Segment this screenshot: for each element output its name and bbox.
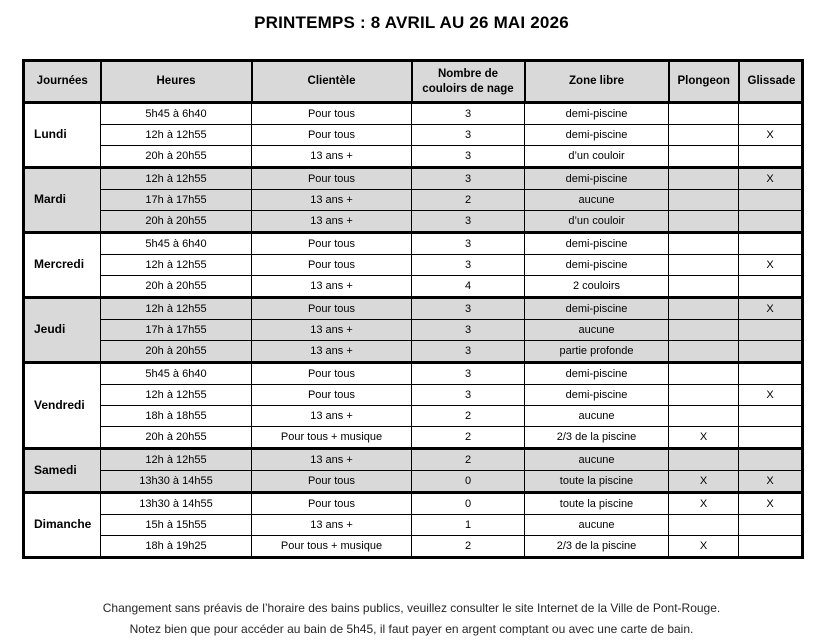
couloirs-cell: 4 [412, 276, 525, 298]
glissade-cell [739, 449, 803, 471]
couloirs-cell: 2 [412, 190, 525, 211]
table-row [24, 276, 803, 298]
plongeon-cell [669, 298, 739, 320]
zone-cell: aucune [525, 320, 669, 341]
plongeon-cell [669, 146, 739, 168]
plongeon-cell [669, 190, 739, 211]
zone-cell: 2 couloirs [525, 276, 669, 298]
heures-cell: 12h à 12h55 [101, 298, 252, 320]
day-cell-mardi: Mardi [24, 168, 101, 233]
plongeon-cell [669, 168, 739, 190]
glissade-cell [739, 515, 803, 536]
clientele-cell: 13 ans + [252, 341, 412, 363]
plongeon-cell [669, 255, 739, 276]
heures-cell: 12h à 12h55 [101, 449, 252, 471]
zone-cell: d’un couloir [525, 211, 669, 233]
heures-cell: 20h à 20h55 [101, 211, 252, 233]
zone-cell: aucune [525, 406, 669, 427]
table-row [24, 146, 803, 168]
zone-cell: demi-piscine [525, 363, 669, 385]
glissade-cell [739, 341, 803, 363]
clientele-cell: Pour tous [252, 103, 412, 125]
heures-cell: 5h45 à 6h40 [101, 363, 252, 385]
heures-cell: 12h à 12h55 [101, 255, 252, 276]
zone-cell: demi-piscine [525, 103, 669, 125]
table-row [24, 190, 803, 211]
plongeon-cell [669, 320, 739, 341]
zone-cell: aucune [525, 190, 669, 211]
zone-cell: toute la piscine [525, 471, 669, 493]
header-glissade: Glissade [739, 61, 803, 103]
clientele-cell: 13 ans + [252, 515, 412, 536]
glissade-cell [739, 406, 803, 427]
header-heures: Heures [101, 61, 252, 103]
zone-cell: d’un couloir [525, 146, 669, 168]
table-row [24, 320, 803, 341]
schedule-table [22, 59, 804, 559]
clientele-cell: 13 ans + [252, 146, 412, 168]
zone-cell: demi-piscine [525, 298, 669, 320]
table-row [24, 515, 803, 536]
plongeon-cell [669, 211, 739, 233]
zone-cell: demi-piscine [525, 125, 669, 146]
plongeon-cell [669, 449, 739, 471]
couloirs-cell: 1 [412, 515, 525, 536]
glissade-cell [739, 190, 803, 211]
plongeon-cell: X [669, 471, 739, 493]
glissade-cell [739, 103, 803, 125]
couloirs-cell: 0 [412, 493, 525, 515]
clientele-cell: 13 ans + [252, 211, 412, 233]
glissade-cell [739, 320, 803, 341]
couloirs-cell: 2 [412, 427, 525, 449]
plongeon-cell [669, 103, 739, 125]
table-row [24, 385, 803, 406]
plongeon-cell [669, 125, 739, 146]
table-row [24, 341, 803, 363]
heures-cell: 18h à 18h55 [101, 406, 252, 427]
table-row [24, 255, 803, 276]
plongeon-cell: X [669, 493, 739, 515]
glissade-cell: X [739, 298, 803, 320]
day-cell-jeudi: Jeudi [24, 298, 101, 363]
table-row [24, 471, 803, 493]
heures-cell: 12h à 12h55 [101, 168, 252, 190]
heures-cell: 18h à 19h25 [101, 536, 252, 558]
table-row [24, 103, 803, 125]
couloirs-cell: 3 [412, 363, 525, 385]
plongeon-cell [669, 276, 739, 298]
clientele-cell: Pour tous + musique [252, 427, 412, 449]
zone-cell: demi-piscine [525, 385, 669, 406]
heures-cell: 17h à 17h55 [101, 320, 252, 341]
clientele-cell: 13 ans + [252, 320, 412, 341]
clientele-cell: Pour tous [252, 471, 412, 493]
table-row [24, 493, 803, 515]
heures-cell: 13h30 à 14h55 [101, 471, 252, 493]
heures-cell: 20h à 20h55 [101, 341, 252, 363]
clientele-cell: Pour tous [252, 298, 412, 320]
couloirs-cell: 2 [412, 536, 525, 558]
glissade-cell [739, 146, 803, 168]
heures-cell: 20h à 20h55 [101, 146, 252, 168]
zone-cell: partie profonde [525, 341, 669, 363]
couloirs-cell: 2 [412, 449, 525, 471]
heures-cell: 12h à 12h55 [101, 125, 252, 146]
day-cell-lundi: Lundi [24, 103, 101, 168]
header-journees: Journées [24, 61, 101, 103]
zone-cell: toute la piscine [525, 493, 669, 515]
glissade-cell [739, 233, 803, 255]
plongeon-cell [669, 341, 739, 363]
clientele-cell: 13 ans + [252, 276, 412, 298]
couloirs-cell: 0 [412, 471, 525, 493]
heures-cell: 15h à 15h55 [101, 515, 252, 536]
clientele-cell: 13 ans + [252, 190, 412, 211]
heures-cell: 5h45 à 6h40 [101, 233, 252, 255]
zone-cell: aucune [525, 449, 669, 471]
zone-cell: demi-piscine [525, 168, 669, 190]
clientele-cell: Pour tous [252, 385, 412, 406]
header-zone-libre: Zone libre [525, 61, 669, 103]
glissade-cell: X [739, 471, 803, 493]
table-row [24, 168, 803, 190]
couloirs-cell: 3 [412, 341, 525, 363]
couloirs-cell: 2 [412, 406, 525, 427]
glissade-cell: X [739, 255, 803, 276]
table-row [24, 449, 803, 471]
clientele-cell: Pour tous [252, 363, 412, 385]
header-clientele: Clientèle [252, 61, 412, 103]
zone-cell: aucune [525, 515, 669, 536]
glissade-cell: X [739, 493, 803, 515]
table-row [24, 536, 803, 558]
table-row [24, 125, 803, 146]
plongeon-cell [669, 233, 739, 255]
glissade-cell: X [739, 125, 803, 146]
table-row [24, 298, 803, 320]
couloirs-cell: 3 [412, 320, 525, 341]
table-row [24, 211, 803, 233]
glissade-cell [739, 427, 803, 449]
heures-cell: 5h45 à 6h40 [101, 103, 252, 125]
header-couloirs: Nombre de couloirs de nage [412, 61, 525, 103]
clientele-cell: Pour tous [252, 125, 412, 146]
clientele-cell: 13 ans + [252, 449, 412, 471]
heures-cell: 17h à 17h55 [101, 190, 252, 211]
table-row [24, 363, 803, 385]
footer-note [0, 598, 823, 640]
clientele-cell: Pour tous [252, 493, 412, 515]
footer-line-1: Changement sans préavis de l’horaire des bains publics, veuillez consulter le site Internet de la Ville de Pont-Rouge. [102, 601, 721, 615]
couloirs-cell: 3 [412, 168, 525, 190]
glissade-cell: X [739, 385, 803, 406]
header-plongeon: Plongeon [669, 61, 739, 103]
couloirs-cell: 3 [412, 298, 525, 320]
plongeon-cell: X [669, 536, 739, 558]
couloirs-cell: 3 [412, 211, 525, 233]
couloirs-cell: 3 [412, 146, 525, 168]
header-row [24, 61, 803, 103]
clientele-cell: Pour tous [252, 255, 412, 276]
heures-cell: 20h à 20h55 [101, 276, 252, 298]
plongeon-cell: X [669, 427, 739, 449]
clientele-cell: Pour tous + musique [252, 536, 412, 558]
clientele-cell: 13 ans + [252, 406, 412, 427]
table-row [24, 406, 803, 427]
table-row [24, 427, 803, 449]
day-cell-dimanche: Dimanche [24, 493, 101, 558]
plongeon-cell [669, 515, 739, 536]
clientele-cell: Pour tous [252, 233, 412, 255]
couloirs-cell: 3 [412, 255, 525, 276]
glissade-cell [739, 276, 803, 298]
glissade-cell [739, 211, 803, 233]
page-title: PRINTEMPS : 8 AVRIL AU 26 MAI 2026 [254, 13, 569, 32]
table-row [24, 233, 803, 255]
plongeon-cell [669, 385, 739, 406]
zone-cell: 2/3 de la piscine [525, 536, 669, 558]
day-cell-vendredi: Vendredi [24, 363, 101, 449]
plongeon-cell [669, 363, 739, 385]
glissade-cell: X [739, 168, 803, 190]
plongeon-cell [669, 406, 739, 427]
zone-cell: demi-piscine [525, 233, 669, 255]
heures-cell: 20h à 20h55 [101, 427, 252, 449]
footer-line-2: Notez bien que pour accéder au bain de 5h45, il faut payer en argent comptant ou avec une carte de bain. [129, 622, 694, 636]
glissade-cell [739, 363, 803, 385]
heures-cell: 12h à 12h55 [101, 385, 252, 406]
couloirs-cell: 3 [412, 233, 525, 255]
clientele-cell: Pour tous [252, 168, 412, 190]
couloirs-cell: 3 [412, 385, 525, 406]
zone-cell: demi-piscine [525, 255, 669, 276]
couloirs-cell: 3 [412, 103, 525, 125]
day-cell-samedi: Samedi [24, 449, 101, 493]
day-cell-mercredi: Mercredi [24, 233, 101, 298]
heures-cell: 13h30 à 14h55 [101, 493, 252, 515]
glissade-cell [739, 536, 803, 558]
zone-cell: 2/3 de la piscine [525, 427, 669, 449]
couloirs-cell: 3 [412, 125, 525, 146]
